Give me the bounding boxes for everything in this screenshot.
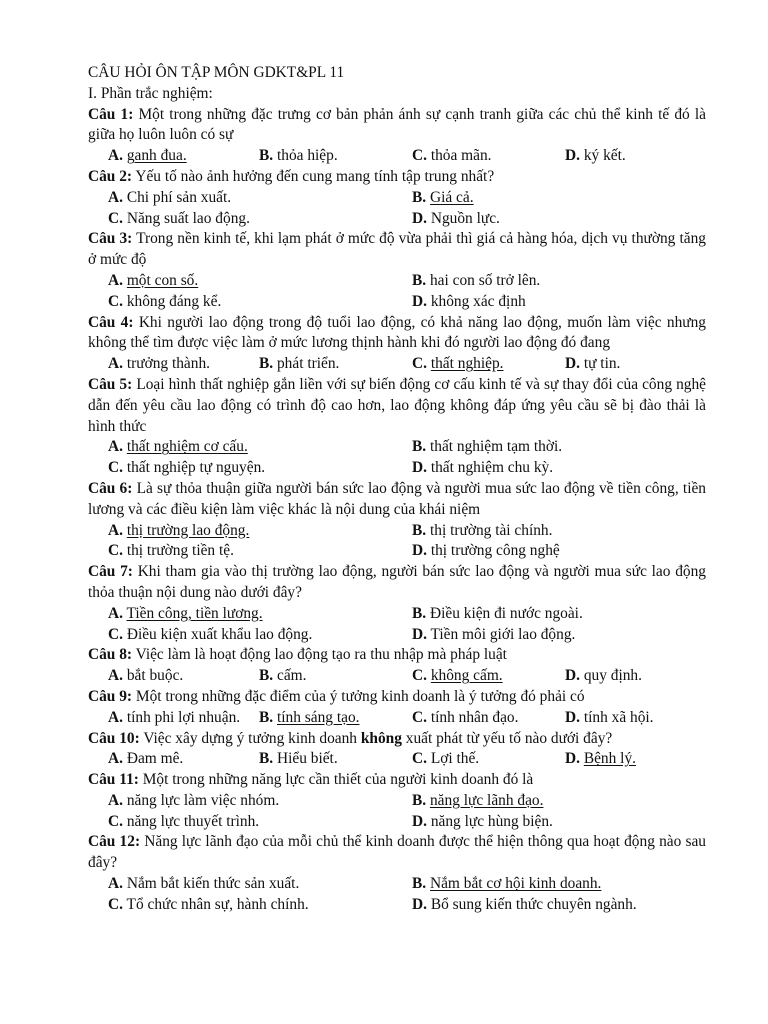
- option-d: [412, 812, 553, 833]
- option-text: cấm.: [276, 667, 307, 685]
- question-stem: [88, 375, 706, 437]
- option-text: không đáng kể.: [126, 292, 222, 310]
- option-letter: D.: [412, 292, 427, 310]
- option-c: [108, 292, 221, 313]
- question-text: Trong nền kinh tế, khi lạm phát ở mức độ vừa phải thì giá cả hàng hóa, dịch vụ thường tăng ở mức độ: [88, 230, 706, 269]
- section-heading: I. Phần trắc nghiệm:: [88, 84, 213, 102]
- option-text-correct: không cấm.: [430, 667, 503, 685]
- option-letter: C.: [108, 542, 123, 560]
- option-letter: B.: [412, 875, 427, 893]
- option-d: [412, 541, 560, 562]
- option-c: [108, 812, 259, 833]
- option-letter: C.: [108, 625, 123, 643]
- option-b: [412, 437, 562, 458]
- option-c: [108, 458, 265, 479]
- question-text: Yếu tố nào ảnh hưởng đến cung mang tính tập trung nhất?: [135, 167, 495, 185]
- option-text-correct: Bệnh lý.: [583, 750, 636, 768]
- option-letter: A.: [108, 438, 123, 456]
- option-text: Điều kiện đi nước ngoài.: [429, 604, 583, 622]
- option-letter: A.: [108, 147, 123, 165]
- question-8: [88, 645, 706, 687]
- option-letter: B.: [412, 271, 427, 289]
- option-b: [412, 874, 601, 895]
- option-letter: A.: [108, 750, 123, 768]
- option-letter: D.: [565, 147, 580, 165]
- option-letter: B.: [412, 791, 427, 809]
- option-b: [259, 146, 338, 167]
- question-text-bold: không: [360, 729, 402, 747]
- question-number: Câu 8:: [88, 646, 133, 664]
- options-row: [88, 791, 706, 812]
- option-c: [108, 541, 234, 562]
- option-text: Năng suất lao động.: [126, 209, 250, 227]
- options-row: [88, 146, 706, 167]
- question-stem: [88, 229, 706, 271]
- option-letter: C.: [412, 750, 427, 768]
- option-letter: A.: [108, 708, 123, 726]
- question-text: Khi người lao động trong độ tuổi lao động, có khả năng lao động, muốn làm việc nhưng không thể tìm được việc làm ở mức lương thịnh hành khi đó người lao động đó đang: [88, 313, 706, 352]
- option-text-correct: ganh đua.: [126, 147, 187, 165]
- option-d: [565, 749, 636, 770]
- option-letter: A.: [108, 875, 123, 893]
- option-text: Đam mê.: [126, 750, 184, 768]
- option-text: Bổ sung kiến thức chuyên ngành.: [430, 895, 637, 913]
- option-letter: C.: [108, 292, 123, 310]
- question-text-post: xuất phát từ yếu tố nào dưới đây?: [401, 729, 613, 747]
- option-letter: B.: [412, 438, 427, 456]
- options-row: [88, 625, 706, 646]
- option-text: thị trường tiền tệ.: [126, 542, 234, 560]
- option-text: thất nghiệp tự nguyện.: [126, 459, 266, 477]
- option-text: Lợi thế.: [430, 750, 480, 768]
- option-b: [412, 188, 474, 209]
- option-a: [108, 708, 240, 729]
- option-letter: A.: [108, 355, 123, 373]
- option-letter: D.: [412, 542, 427, 560]
- option-letter: C.: [412, 355, 427, 373]
- option-a: [108, 188, 231, 209]
- option-text: thị trường tài chính.: [429, 521, 553, 539]
- question-number: Câu 10:: [88, 729, 140, 747]
- option-d: [412, 292, 526, 313]
- option-text: thất nghiệm tạm thời.: [429, 438, 563, 456]
- option-text: quy định.: [583, 667, 642, 685]
- options-row: [88, 749, 706, 770]
- option-letter: B.: [412, 521, 427, 539]
- option-a: [108, 604, 263, 625]
- option-a: [108, 749, 183, 770]
- question-number: Câu 9:: [88, 687, 133, 705]
- option-text-correct: thất nghiệp.: [430, 355, 504, 373]
- option-text-correct: năng lực lãnh đạo.: [429, 791, 544, 809]
- option-letter: B.: [259, 708, 274, 726]
- option-d: [412, 625, 575, 646]
- option-text: thỏa mãn.: [430, 147, 492, 165]
- question-7: [88, 562, 706, 645]
- question-number: Câu 5:: [88, 375, 133, 393]
- question-11: [88, 770, 706, 832]
- option-text: thị trường công nghệ: [430, 542, 560, 560]
- option-letter: C.: [108, 812, 123, 830]
- option-d: [565, 708, 654, 729]
- option-text: tính nhân đạo.: [430, 708, 519, 726]
- question-number: Câu 2:: [88, 167, 133, 185]
- option-text: không xác định: [430, 292, 526, 310]
- option-letter: C.: [412, 147, 427, 165]
- option-a: [108, 354, 210, 375]
- option-text: năng lực thuyết trình.: [126, 812, 260, 830]
- option-letter: A.: [108, 791, 123, 809]
- option-d: [565, 146, 626, 167]
- option-c: [412, 354, 504, 375]
- option-a: [108, 521, 249, 542]
- option-b: [259, 708, 359, 729]
- question-6: [88, 479, 706, 562]
- option-letter: A.: [108, 271, 123, 289]
- option-text: tự tin.: [583, 355, 621, 373]
- option-letter: B.: [259, 750, 274, 768]
- option-text: Tiền môi giới lao động.: [430, 625, 576, 643]
- option-c: [412, 749, 479, 770]
- option-text: Nắm bắt kiến thức sản xuất.: [126, 875, 300, 893]
- question-text-pre: Việc xây dựng ý tưởng kinh doanh: [143, 729, 361, 747]
- option-letter: D.: [412, 895, 427, 913]
- question-text: Việc làm là hoạt động lao động tạo ra thu nhập mà pháp luật: [135, 646, 507, 664]
- question-stem: [88, 167, 706, 188]
- option-letter: D.: [412, 459, 427, 477]
- question-number: Câu 4:: [88, 313, 134, 331]
- option-b: [412, 604, 583, 625]
- option-letter: A.: [108, 521, 123, 539]
- option-text: tính xã hội.: [583, 708, 654, 726]
- question-text: Một trong những đặc điểm của ý tưởng kinh doanh là ý tưởng đó phải có: [135, 687, 585, 705]
- option-a: [108, 437, 248, 458]
- question-number: Câu 6:: [88, 479, 133, 497]
- question-text: Năng lực lãnh đạo của mỗi chủ thể kinh doanh được thể hiện thông qua hoạt động nào sau đây?: [88, 833, 706, 872]
- option-a: [108, 791, 279, 812]
- option-text: năng lực hùng biện.: [430, 812, 553, 830]
- option-text: Chi phí sản xuất.: [126, 188, 232, 206]
- option-b: [259, 354, 339, 375]
- option-text-correct: Giá cả.: [429, 188, 474, 206]
- question-text: Loại hình thất nghiệp gắn liền với sự biến động cơ cấu kinh tế và sự thay đổi của công nghệ dẫn đến yêu cầu lao động có trình độ cao hơn, lao động không đáp ứng yêu cầu sẽ bị đào thải là hình thức: [88, 375, 706, 435]
- option-letter: B.: [259, 667, 274, 685]
- options-row: [88, 812, 706, 833]
- option-c: [412, 708, 518, 729]
- option-d: [565, 354, 620, 375]
- question-stem: [88, 729, 706, 750]
- option-c: [108, 209, 250, 230]
- option-letter: C.: [108, 209, 123, 227]
- option-text: hai con số trở lên.: [429, 271, 541, 289]
- option-letter: D.: [565, 708, 580, 726]
- option-text: tính phi lợi nhuận.: [126, 708, 241, 726]
- options-row: [88, 521, 706, 542]
- question-3: [88, 229, 706, 312]
- option-letter: D.: [412, 209, 427, 227]
- question-text: Là sự thỏa thuận giữa người bán sức lao động và người mua sức lao động về tiền công, tiền lương và các điều kiện làm việc khác là nội dung của khái niệm: [88, 479, 706, 518]
- question-number: Câu 7:: [88, 563, 133, 581]
- question-number: Câu 11:: [88, 771, 139, 789]
- option-text: Tổ chức nhân sự, hành chính.: [126, 895, 309, 913]
- options-row: [88, 437, 706, 458]
- option-letter: D.: [565, 355, 580, 373]
- option-b: [412, 271, 540, 292]
- option-a: [108, 146, 187, 167]
- option-letter: B.: [259, 355, 274, 373]
- question-10: [88, 729, 706, 771]
- option-b: [412, 521, 552, 542]
- option-a: [108, 666, 183, 687]
- question-number: Câu 1:: [88, 105, 134, 123]
- option-d: [412, 895, 637, 916]
- question-12: [88, 832, 706, 915]
- option-letter: B.: [259, 147, 274, 165]
- option-letter: C.: [412, 667, 427, 685]
- options-row: [88, 458, 706, 479]
- option-text: phát triển.: [276, 355, 340, 373]
- question-stem: [88, 562, 706, 604]
- option-letter: D.: [412, 625, 427, 643]
- option-text-correct: tính sáng tạo.: [276, 708, 360, 726]
- option-text: bắt buộc.: [126, 667, 184, 685]
- question-number: Câu 3:: [88, 230, 133, 248]
- option-text-correct: Nắm bắt cơ hội kinh doanh.: [429, 875, 602, 893]
- options-row: [88, 292, 706, 313]
- question-number: Câu 12:: [88, 833, 141, 851]
- option-b: [259, 666, 306, 687]
- option-c: [108, 625, 312, 646]
- option-text: Hiểu biết.: [276, 750, 338, 768]
- options-row: [88, 188, 706, 209]
- option-text: ký kết.: [583, 147, 626, 165]
- question-2: [88, 167, 706, 229]
- options-row: [88, 354, 706, 375]
- option-text: trưởng thành.: [126, 355, 210, 373]
- option-b: [259, 749, 338, 770]
- question-stem: [88, 313, 706, 355]
- option-letter: D.: [565, 667, 580, 685]
- options-row: [88, 874, 706, 895]
- options-row: [88, 708, 706, 729]
- option-letter: C.: [108, 459, 123, 477]
- option-text: thỏa hiệp.: [276, 147, 338, 165]
- option-letter: A.: [108, 188, 123, 206]
- question-1: [88, 105, 706, 167]
- options-row: [88, 895, 706, 916]
- options-row: [88, 209, 706, 230]
- question-stem: [88, 479, 706, 521]
- option-letter: A.: [108, 604, 123, 622]
- question-stem: [88, 687, 706, 708]
- options-row: [88, 541, 706, 562]
- option-text: Điều kiện xuất khẩu lao động.: [126, 625, 313, 643]
- question-4: [88, 313, 706, 375]
- options-row: [88, 666, 706, 687]
- question-text: Một trong những năng lực cần thiết của người kinh doanh đó là: [142, 771, 534, 789]
- option-text-correct: một con số.: [126, 271, 199, 289]
- question-text: Một trong những đặc trưng cơ bản phản ánh sự cạnh tranh giữa các chủ thể kinh tế đó là giữa họ luôn luôn có sự: [88, 105, 706, 144]
- question-5: [88, 375, 706, 479]
- option-letter: B.: [412, 604, 427, 622]
- options-row: [88, 271, 706, 292]
- option-d: [412, 209, 500, 230]
- question-stem: [88, 645, 706, 666]
- option-letter: A.: [108, 667, 123, 685]
- question-text: Khi tham gia vào thị trường lao động, người bán sức lao động và người mua sức lao động thỏa thuận nội dung nào dưới đây?: [88, 563, 706, 601]
- option-c: [108, 895, 309, 916]
- option-b: [412, 791, 543, 812]
- question-list: [88, 105, 706, 916]
- question-stem: [88, 770, 706, 791]
- question-stem: [88, 832, 706, 874]
- question-9: [88, 687, 706, 729]
- option-text-correct: thị trường lao động.: [126, 521, 250, 539]
- option-letter: D.: [412, 812, 427, 830]
- option-text-correct: thất nghiệm cơ cấu.: [126, 438, 248, 456]
- option-text-correct: Tiền công, tiền lương.: [126, 604, 263, 622]
- option-c: [412, 146, 492, 167]
- option-a: [108, 874, 299, 895]
- option-text: Nguồn lực.: [430, 209, 500, 227]
- option-letter: B.: [412, 188, 427, 206]
- option-d: [565, 666, 642, 687]
- option-text: năng lực làm việc nhóm.: [126, 791, 280, 809]
- option-letter: D.: [565, 750, 580, 768]
- document-title: CÂU HỎI ÔN TẬP MÔN GDKT&PL 11: [88, 64, 345, 81]
- option-text: thất nghiệm chu kỳ.: [430, 459, 554, 477]
- document-content: [88, 63, 706, 916]
- question-stem: [88, 105, 706, 147]
- option-c: [412, 666, 503, 687]
- option-letter: C.: [108, 895, 123, 913]
- options-row: [88, 604, 706, 625]
- option-d: [412, 458, 553, 479]
- option-a: [108, 271, 198, 292]
- option-letter: C.: [412, 708, 427, 726]
